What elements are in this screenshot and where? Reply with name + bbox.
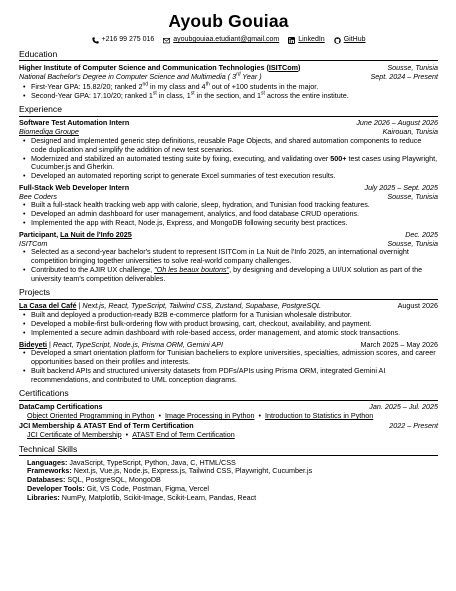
job-title: Software Test Automation Intern bbox=[19, 118, 130, 128]
github-item[interactable] bbox=[334, 36, 366, 45]
school-abbr-link[interactable]: ISITCom bbox=[268, 62, 299, 72]
skill-row: Developer Tools: Git, VS Code, Postman, Figma, Vercel bbox=[27, 483, 210, 493]
project-dates: August 2026 bbox=[397, 301, 438, 311]
candidate-name: Ayoub Gouiaa bbox=[168, 11, 289, 31]
event-link[interactable]: La Nuit de l'Info 2025 bbox=[60, 229, 132, 239]
education-entry bbox=[19, 64, 438, 101]
school-location: Sousse, Tunisia bbox=[387, 62, 438, 72]
experience-entry bbox=[19, 184, 438, 228]
section-divider bbox=[19, 455, 438, 456]
project-dates: March 2025 – May 2026 bbox=[360, 339, 438, 349]
certification-dates: 2022 – Present bbox=[389, 421, 438, 430]
list-item: • Implemented a secure admin dashboard with role-based access, order management, and atomic stock transactions. bbox=[19, 329, 438, 338]
linkedin-icon bbox=[288, 37, 295, 44]
phone-item[interactable] bbox=[92, 36, 155, 45]
company-name: Bee Coders bbox=[19, 191, 57, 201]
certification-dates: Jan. 2025 – Jul. 2025 bbox=[369, 402, 438, 412]
certification-entry bbox=[19, 403, 438, 421]
certification-entry bbox=[19, 422, 438, 440]
section-divider bbox=[19, 299, 438, 300]
project-entry bbox=[19, 341, 438, 385]
project-header: La Casa del Café | Next.js, React, TypeScript, Tailwind CSS, Zustand, Supabase, PostgreSQL bbox=[19, 301, 321, 311]
skills-list bbox=[19, 459, 438, 503]
list-item: • First-Year GPA: 15.82/20; ranked 2nd in my class and 4th out of +100 students in the major. bbox=[19, 83, 438, 92]
challenge-link[interactable]: "Oh les beaux boutons" bbox=[154, 264, 230, 274]
skills-heading: Technical Skills bbox=[19, 443, 78, 454]
github-icon bbox=[334, 37, 341, 44]
job-location: Sousse, Tunisia bbox=[387, 238, 438, 248]
company-link[interactable]: Biomediqa Groupe bbox=[19, 127, 79, 137]
section-divider bbox=[19, 400, 438, 401]
experience-entry bbox=[19, 119, 438, 180]
job-dates: June 2026 – August 2026 bbox=[356, 118, 438, 128]
list-item: • Developed a mobile-first bulk-ordering flow with product browsing, cart, checkout, availability, and payment. bbox=[19, 320, 438, 329]
skill-row: Languages: JavaScript, TypeScript, Python, Java, C, HTML/CSS bbox=[27, 457, 236, 467]
job-dates: July 2025 – Sept. 2025 bbox=[364, 182, 438, 192]
email-link[interactable]: ayoubgouiaa.etudiant@gmail.com bbox=[173, 36, 280, 44]
linkedin-item[interactable] bbox=[288, 36, 324, 45]
project-header: Bideyeti | React, TypeScript, Node.js, Prisma ORM, Gemini API bbox=[19, 339, 223, 349]
certificate-link[interactable]: ATAST End of Term Certification bbox=[132, 429, 235, 439]
list-item: • Developed a smart orientation platform for Tunisian bacheliers to explore universities, specialties, admission scores, and career opportunities based on their profiles and interests. bbox=[19, 349, 438, 367]
list-item: • Built a full-stack health tracking web app with calorie, sleep, hydration, and Tunisian food tracking features. bbox=[19, 201, 438, 210]
list-item: • Built and deployed a production-ready B2B e-commerce platform for a Tunisian wholesale distributor. bbox=[19, 311, 438, 320]
list-item: • Selected as a second-year bachelor's student to represent ISITCom in La Nuit de l'Info 2025, an international overnight competition bringing together universities to solve real-world company challenges. bbox=[19, 248, 438, 266]
github-link[interactable]: GitHub bbox=[343, 36, 366, 44]
list-item: • Developed an automated reporting script to generate Excel summaries of test execution results. bbox=[19, 172, 438, 181]
project-entry bbox=[19, 302, 438, 337]
project-link[interactable]: La Casa del Café bbox=[19, 301, 77, 311]
list-item: • Developed an admin dashboard for user management, analytics, and food database CRUD operations. bbox=[19, 210, 438, 219]
job-title: Full-Stack Web Developer Intern bbox=[19, 182, 130, 192]
linkedin-link[interactable]: LinkedIn bbox=[298, 36, 325, 44]
certification-title: DataCamp Certifications bbox=[19, 402, 103, 412]
skill-row: Libraries: NumPy, Matplotlib, Scikit-Image, Scikit-Learn, Pandas, React bbox=[27, 492, 257, 502]
experience-heading: Experience bbox=[19, 104, 62, 115]
job-title: Participant, La Nuit de l'Info 2025 bbox=[19, 229, 132, 239]
projects-heading: Projects bbox=[19, 287, 51, 298]
list-item: • Built backend APIs and structured university datasets from PDFs/APIs using Prisma ORM, integrated Gemini AI recommendations, and contributed to UML conception diagrams. bbox=[19, 367, 438, 385]
email-item[interactable] bbox=[163, 36, 279, 45]
certificate-link[interactable]: Introduction to Statistics in Python bbox=[265, 411, 374, 421]
certificate-link[interactable]: Object Oriented Programming in Python bbox=[27, 411, 155, 421]
section-divider bbox=[19, 60, 438, 61]
phone-icon bbox=[92, 37, 99, 44]
list-item: • Second-Year GPA: 17.10/20; ranked 1st in class, 1st in the section, and 1st across the entire institute. bbox=[19, 92, 438, 101]
degree-title: National Bachelor's Degree in Computer Science and Multimedia ( 3rd Year ) bbox=[19, 71, 262, 81]
certificate-link[interactable]: Image Processing in Python bbox=[164, 411, 255, 421]
certification-list: JCI Certificate of Membership • ATAST End of Term Certification bbox=[27, 429, 235, 439]
list-item: • Designed and implemented generic step definitions, reusable Page Objects, and shared automation components to reduce code duplication and simplify the addition of new test scenarios. bbox=[19, 137, 438, 155]
company-name: ISITCom bbox=[19, 238, 48, 248]
degree-dates: Sept. 2024 – Present bbox=[370, 71, 438, 81]
project-stack: React, TypeScript, Node.js, Prisma ORM, Gemini API bbox=[52, 339, 223, 349]
skill-row: Frameworks: Next.js, Vue.js, Node.js, Express.js, Tailwind CSS, Playwright, Cucumber.js bbox=[27, 466, 313, 476]
school-name: Higher Institute of Computer Science and Communication Technologies (ISITCom) bbox=[19, 62, 301, 72]
email-icon bbox=[163, 37, 170, 44]
phone-number: +216 99 275 016 bbox=[101, 36, 155, 44]
list-item: • Modernized and stabilized an automated testing suite by fixing, executing, and validating over 500+ test cases using Playwright, Cucumber.js and Gherkin. bbox=[19, 155, 438, 173]
job-location: Kairouan, Tunisia bbox=[382, 127, 438, 137]
job-dates: Dec. 2025 bbox=[405, 229, 438, 239]
certification-title: JCI Membership & ATAST End of Term Certification bbox=[19, 421, 194, 430]
job-location: Sousse, Tunisia bbox=[387, 191, 438, 201]
contact-bar bbox=[19, 36, 438, 45]
project-link[interactable]: Bideyeti bbox=[19, 339, 47, 349]
experience-entry bbox=[19, 231, 438, 284]
section-divider bbox=[19, 116, 438, 117]
skill-row: Databases: SQL, PostgreSQL, MongoDB bbox=[27, 475, 161, 485]
education-heading: Education bbox=[19, 48, 58, 59]
list-item: • Contributed to the AJIR UX challenge, "Oh les beaux boutons", by designing and developing a UI/UX solution as part of the university team's competition deliverables. bbox=[19, 266, 438, 284]
certifications-heading: Certifications bbox=[19, 388, 69, 399]
certification-list: Object Oriented Programming in Python • Image Processing in Python • Introduction to Statistics in Python bbox=[27, 411, 374, 421]
project-stack: Next.js, React, TypeScript, Tailwind CSS, Zustand, Supabase, PostgreSQL bbox=[82, 301, 321, 311]
certificate-link[interactable]: JCI Certificate of Membership bbox=[27, 429, 122, 439]
list-item: • Implemented the app with React, Node.js, Express, and MongoDB following security best practices. bbox=[19, 219, 438, 228]
